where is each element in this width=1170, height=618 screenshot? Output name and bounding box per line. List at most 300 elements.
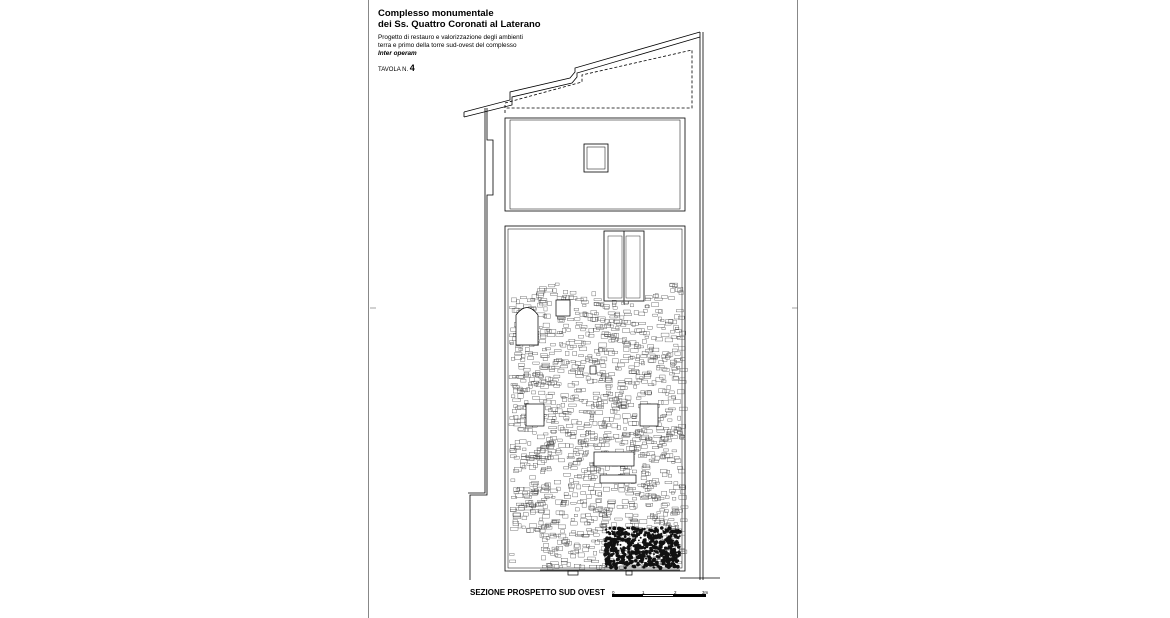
- masonry-stone: [659, 389, 665, 393]
- masonry-stone: [595, 483, 602, 487]
- masonry-stone: [614, 434, 619, 438]
- masonry-stone: [643, 442, 647, 445]
- masonry-stone: [557, 449, 561, 453]
- masonry-stone: [620, 386, 627, 389]
- masonry-stone: [674, 400, 681, 404]
- masonry-stone: [569, 371, 576, 374]
- masonry-stone: [541, 547, 548, 550]
- masonry-dark-stone: [646, 555, 648, 557]
- masonry-stone: [674, 485, 680, 489]
- masonry-stone: [677, 390, 684, 394]
- masonry-stone: [581, 514, 586, 518]
- masonry-stone: [569, 484, 572, 486]
- masonry-stone: [623, 414, 631, 418]
- title-line-2: dei Ss. Quattro Coronati al Laterano: [378, 19, 541, 30]
- tavola-label: TAVOLA N.: [378, 67, 409, 73]
- masonry-stone: [542, 349, 547, 351]
- masonry-stone: [530, 524, 537, 528]
- masonry-dark-stone: [671, 557, 675, 561]
- masonry-stone: [625, 342, 631, 345]
- masonry-stone: [601, 364, 606, 368]
- masonry-dark-stone: [637, 562, 640, 565]
- masonry-stone: [520, 463, 524, 467]
- masonry-stone: [639, 454, 647, 458]
- masonry-stone: [641, 355, 647, 358]
- section-caption: SEZIONE PROSPETTO SUD OVEST: [470, 588, 605, 597]
- masonry-stone: [662, 380, 666, 383]
- masonry-stone: [548, 451, 552, 454]
- masonry-stone: [668, 429, 671, 433]
- masonry-stone: [626, 492, 634, 495]
- masonry-stone: [648, 326, 653, 329]
- masonry-stone: [583, 544, 587, 547]
- masonry-dark-stone: [610, 566, 613, 569]
- masonry-stone: [647, 486, 653, 489]
- masonry-stone: [514, 456, 519, 459]
- masonry-dark-stone: [620, 544, 622, 546]
- masonry-stone: [575, 508, 579, 511]
- masonry-stone: [539, 340, 545, 343]
- masonry-stone: [570, 522, 577, 525]
- masonry-stone: [681, 490, 685, 494]
- masonry-stone: [514, 424, 521, 427]
- masonry-stone: [533, 431, 537, 434]
- masonry-dark-stone: [609, 527, 612, 530]
- masonry-stone: [577, 422, 582, 425]
- masonry-stone: [575, 312, 579, 314]
- masonry-stone: [550, 533, 555, 536]
- masonry-stone: [636, 397, 641, 399]
- masonry-stone: [675, 510, 683, 513]
- masonry-stone: [627, 446, 634, 450]
- masonry-stone: [574, 545, 581, 549]
- masonry-stone: [671, 289, 675, 292]
- masonry-stone: [596, 499, 602, 503]
- masonry-stone: [657, 430, 665, 432]
- masonry-stone: [550, 369, 555, 371]
- masonry-stone: [657, 512, 660, 514]
- masonry-stone: [571, 396, 574, 400]
- masonry-stone: [566, 424, 573, 427]
- masonry-stone: [680, 369, 688, 372]
- masonry-stone: [595, 324, 603, 327]
- masonry-stone: [612, 303, 616, 306]
- masonry-stone: [569, 487, 573, 491]
- masonry-stone: [520, 440, 526, 444]
- masonry-stone: [540, 379, 546, 383]
- masonry-dark-stone: [672, 565, 675, 568]
- masonry-stone: [642, 351, 648, 354]
- masonry-stone: [673, 376, 678, 379]
- masonry-stone: [599, 439, 606, 443]
- masonry-stone: [515, 440, 520, 444]
- masonry-stone: [549, 329, 556, 333]
- masonry-stone: [621, 359, 629, 362]
- masonry-stone: [681, 436, 685, 438]
- masonry-stone: [581, 325, 587, 329]
- masonry-stone: [597, 359, 604, 363]
- masonry-stone: [537, 461, 544, 465]
- masonry-stone: [562, 397, 566, 402]
- masonry-stone: [600, 325, 607, 329]
- masonry-stone: [545, 348, 550, 350]
- masonry-stone: [618, 339, 626, 342]
- masonry-stone: [605, 320, 609, 324]
- masonry-stone: [658, 400, 663, 404]
- description-line-1: Progetto di restauro e valorizzazione degli ambienti: [378, 34, 523, 41]
- masonry-stone: [605, 511, 612, 515]
- masonry-stone: [657, 324, 665, 327]
- masonry-stone: [645, 473, 650, 476]
- masonry-stone: [583, 548, 589, 552]
- masonry-stone: [676, 310, 683, 312]
- masonry-stone: [623, 328, 630, 332]
- masonry-stone: [609, 373, 615, 376]
- masonry-dark-stone: [624, 535, 627, 538]
- masonry-stone: [583, 304, 586, 306]
- masonry-stone: [528, 356, 534, 359]
- masonry-dark-stone: [667, 558, 669, 560]
- masonry-dark-stone: [657, 555, 660, 558]
- masonry-stone: [641, 471, 648, 475]
- masonry-stone: [572, 531, 576, 533]
- masonry-stone: [604, 306, 609, 309]
- masonry-stone: [559, 534, 566, 538]
- masonry-stone: [522, 526, 525, 529]
- masonry-stone: [617, 363, 624, 367]
- masonry-stone: [600, 566, 605, 570]
- masonry-dark-stone: [648, 560, 652, 564]
- masonry-stone: [525, 496, 532, 499]
- masonry-stone: [515, 494, 523, 498]
- masonry-stone: [554, 375, 560, 378]
- masonry-stone: [599, 513, 602, 517]
- masonry-stone: [621, 466, 628, 468]
- masonry-dark-stone: [676, 554, 679, 557]
- masonry-stone: [590, 419, 594, 421]
- masonry-stone: [572, 365, 578, 369]
- masonry-stone: [594, 534, 600, 536]
- masonry-stone: [611, 488, 617, 490]
- masonry-stone: [566, 361, 569, 364]
- masonry-stone: [544, 510, 550, 514]
- masonry-stone: [586, 529, 591, 531]
- masonry-stone: [565, 351, 569, 355]
- masonry-dark-stone: [667, 562, 671, 566]
- masonry-dark-stone: [626, 565, 628, 567]
- masonry-stone: [639, 312, 645, 316]
- masonry-dark-stone: [677, 565, 679, 567]
- masonry-stone: [646, 391, 652, 394]
- masonry-stone: [667, 353, 671, 357]
- masonry-stone: [591, 318, 596, 322]
- masonry-dark-stone: [620, 555, 623, 558]
- masonry-dark-stone: [673, 541, 676, 544]
- masonry-stone: [592, 379, 597, 382]
- masonry-stone: [665, 496, 669, 499]
- masonry-stone: [610, 417, 613, 422]
- masonry-dark-stone: [630, 550, 634, 554]
- masonry-dark-stone: [664, 547, 667, 550]
- masonry-stone: [616, 368, 621, 370]
- masonry-stone: [514, 488, 520, 492]
- masonry-stone: [562, 328, 565, 333]
- masonry-stone: [625, 513, 632, 517]
- masonry-stone: [545, 489, 550, 491]
- lower-room: [505, 226, 685, 571]
- masonry-stone: [658, 310, 662, 314]
- masonry-stone: [582, 535, 589, 538]
- masonry-stone: [674, 523, 678, 526]
- masonry-stone: [629, 357, 633, 360]
- masonry-stone: [567, 562, 570, 567]
- masonry-stone: [518, 394, 523, 399]
- masonry-stone: [606, 391, 610, 394]
- masonry-stone: [544, 289, 552, 293]
- masonry-stone: [650, 347, 654, 351]
- masonry-stone: [519, 363, 525, 366]
- masonry-stone: [593, 392, 600, 395]
- masonry-stone: [642, 471, 646, 474]
- masonry-stone: [551, 293, 558, 295]
- masonry-stone: [575, 543, 579, 547]
- masonry-stone: [603, 424, 607, 428]
- masonry-stone: [607, 423, 610, 426]
- masonry-stone: [542, 534, 549, 537]
- masonry-stone: [680, 378, 685, 380]
- masonry-dark-stone: [622, 549, 624, 551]
- masonry-dark-stone: [657, 547, 660, 550]
- masonry-dark-stone: [654, 534, 656, 536]
- masonry-stone: [511, 395, 515, 398]
- masonry-stone: [582, 388, 586, 391]
- masonry-stone: [670, 373, 675, 375]
- masonry-stone: [514, 415, 518, 419]
- masonry-stone: [516, 304, 524, 309]
- masonry-stone: [516, 407, 521, 410]
- masonry-stone: [560, 427, 565, 430]
- masonry-dark-stone: [628, 527, 630, 529]
- masonry-stone: [597, 354, 600, 356]
- masonry-stone: [605, 351, 608, 355]
- masonry-stone: [662, 327, 665, 329]
- masonry-stone: [560, 366, 568, 368]
- masonry-stone: [551, 455, 559, 459]
- masonry-stone: [580, 347, 587, 351]
- masonry-stone: [519, 348, 523, 350]
- masonry-stone: [556, 450, 562, 454]
- masonry-stone: [665, 481, 672, 484]
- masonry-stone: [661, 368, 667, 370]
- masonry-stone: [561, 530, 565, 533]
- masonry-stone: [569, 404, 577, 407]
- masonry-stone: [588, 531, 594, 534]
- masonry-dark-stone: [677, 545, 680, 548]
- masonry-stone: [516, 508, 524, 510]
- masonry-stone: [652, 455, 655, 459]
- masonry-stone: [672, 450, 677, 452]
- masonry-stone: [520, 297, 527, 299]
- masonry-dark-stone: [605, 528, 607, 530]
- masonry-stone: [642, 339, 646, 343]
- masonry-dark-stone: [663, 531, 666, 534]
- masonry-stone: [570, 291, 576, 294]
- masonry-dark-stone: [666, 537, 668, 539]
- masonry-stone: [671, 436, 678, 439]
- masonry-stone: [609, 508, 613, 511]
- masonry-stone: [653, 314, 658, 316]
- masonry-stone: [561, 344, 566, 347]
- masonry-stone: [574, 449, 579, 452]
- masonry-stone: [661, 319, 665, 322]
- masonry-dark-stone: [642, 546, 645, 549]
- masonry-dark-stone: [616, 558, 619, 561]
- masonry-dark-stone: [671, 533, 673, 535]
- masonry-dark-stone: [612, 526, 616, 530]
- masonry-stone: [588, 432, 594, 435]
- masonry-stone: [662, 401, 669, 405]
- masonry-dark-stone: [669, 547, 671, 549]
- masonry-stone: [516, 300, 519, 304]
- masonry-stone: [668, 475, 671, 478]
- masonry-stone: [595, 447, 600, 450]
- masonry-stone: [666, 412, 672, 415]
- masonry-stone: [546, 446, 553, 449]
- masonry-stone: [630, 304, 634, 307]
- masonry-dark-stone: [654, 550, 656, 552]
- masonry-stone: [632, 470, 636, 473]
- masonry-stone: [591, 516, 597, 520]
- masonry-stone: [677, 337, 684, 340]
- masonry-dark-stone: [605, 548, 609, 552]
- masonry-stone: [593, 361, 600, 365]
- masonry-dark-stone: [640, 530, 642, 532]
- masonry-stone: [587, 523, 590, 525]
- masonry-stone: [585, 423, 590, 426]
- masonry-stone: [632, 498, 636, 501]
- masonry-dark-stone: [667, 541, 671, 545]
- masonry-dark-stone: [638, 551, 641, 554]
- masonry-stone: [661, 296, 667, 299]
- masonry-dark-stone: [644, 562, 647, 565]
- masonry-dark-stone: [608, 531, 610, 533]
- masonry-stone: [681, 357, 685, 360]
- masonry-stone: [676, 366, 680, 368]
- masonry-stone: [578, 553, 584, 557]
- masonry-stone: [577, 485, 581, 489]
- masonry-dark-stone: [669, 537, 672, 540]
- masonry-stone: [634, 385, 637, 388]
- masonry-stone: [572, 381, 578, 385]
- masonry-dark-stone: [638, 540, 640, 542]
- masonry-dark-stone: [608, 563, 611, 566]
- masonry-stone: [679, 291, 683, 295]
- masonry-stone: [521, 379, 527, 382]
- masonry-stone: [624, 310, 631, 313]
- masonry-dark-stone: [603, 552, 607, 556]
- masonry-dark-stone: [618, 562, 620, 564]
- masonry-stone: [510, 334, 517, 337]
- masonry-stone: [524, 429, 529, 432]
- masonry-stone: [527, 529, 530, 533]
- masonry-stone: [634, 363, 639, 367]
- masonry-dark-stone: [640, 537, 642, 539]
- masonry-dark-stone: [661, 559, 664, 562]
- masonry-stone: [667, 386, 671, 389]
- masonry-stone: [525, 348, 529, 352]
- masonry-stone: [564, 467, 569, 469]
- masonry-stone: [510, 528, 518, 531]
- masonry-dark-stone: [607, 542, 611, 546]
- masonry-stone: [634, 514, 638, 517]
- masonry-stone: [630, 356, 634, 359]
- masonry-dark-stone: [674, 529, 678, 533]
- masonry-stone: [554, 350, 561, 352]
- masonry-stone: [565, 419, 569, 421]
- masonry-stone: [539, 518, 542, 521]
- masonry-stone: [601, 521, 608, 523]
- masonry-dark-stone: [623, 555, 625, 557]
- masonry-stone: [550, 562, 558, 565]
- masonry-dark-stone: [651, 550, 653, 552]
- masonry-stone: [675, 359, 682, 363]
- masonry-stone: [607, 513, 611, 517]
- masonry-dark-stone: [645, 551, 647, 553]
- masonry-stone: [521, 388, 525, 392]
- masonry-stone: [557, 540, 561, 544]
- masonry-dark-stone: [625, 561, 628, 564]
- masonry-stone: [510, 444, 515, 448]
- scale-bar: [612, 586, 712, 600]
- masonry-stone: [661, 333, 669, 337]
- masonry-stone: [641, 445, 647, 449]
- masonry-stone: [556, 555, 561, 557]
- masonry-stone: [663, 352, 669, 355]
- masonry-stone: [665, 454, 673, 458]
- masonry-stone: [511, 298, 516, 302]
- masonry-dark-stone: [641, 551, 643, 553]
- masonry-stone: [648, 384, 654, 386]
- masonry-stone: [573, 395, 579, 397]
- masonry-stone: [636, 371, 639, 375]
- masonry-dark-stone: [626, 538, 630, 542]
- masonry-stone: [565, 444, 569, 448]
- masonry-stone: [559, 443, 566, 447]
- masonry-dark-stone: [673, 562, 676, 565]
- masonry-stone: [539, 287, 546, 291]
- masonry-dark-stone: [648, 551, 651, 554]
- masonry-stone: [619, 483, 624, 487]
- masonry-stone: [576, 322, 582, 324]
- scale-label-2: 2: [674, 590, 677, 595]
- masonry-dark-stone: [606, 556, 610, 560]
- masonry-dark-stone: [616, 554, 619, 557]
- masonry-stone: [569, 295, 573, 299]
- masonry-dark-stone: [605, 540, 607, 542]
- masonry-stone: [580, 519, 587, 522]
- masonry-dark-stone: [649, 557, 651, 559]
- masonry-stone: [549, 284, 555, 287]
- scale-segment: [612, 594, 642, 597]
- masonry-stone: [623, 355, 630, 358]
- masonry-stone: [591, 404, 594, 408]
- masonry-stone: [528, 442, 531, 446]
- masonry-dark-stone: [643, 534, 646, 537]
- masonry-stone: [513, 513, 521, 516]
- masonry-stone: [595, 411, 602, 415]
- masonry-stone: [581, 328, 585, 331]
- masonry-stone: [531, 509, 539, 512]
